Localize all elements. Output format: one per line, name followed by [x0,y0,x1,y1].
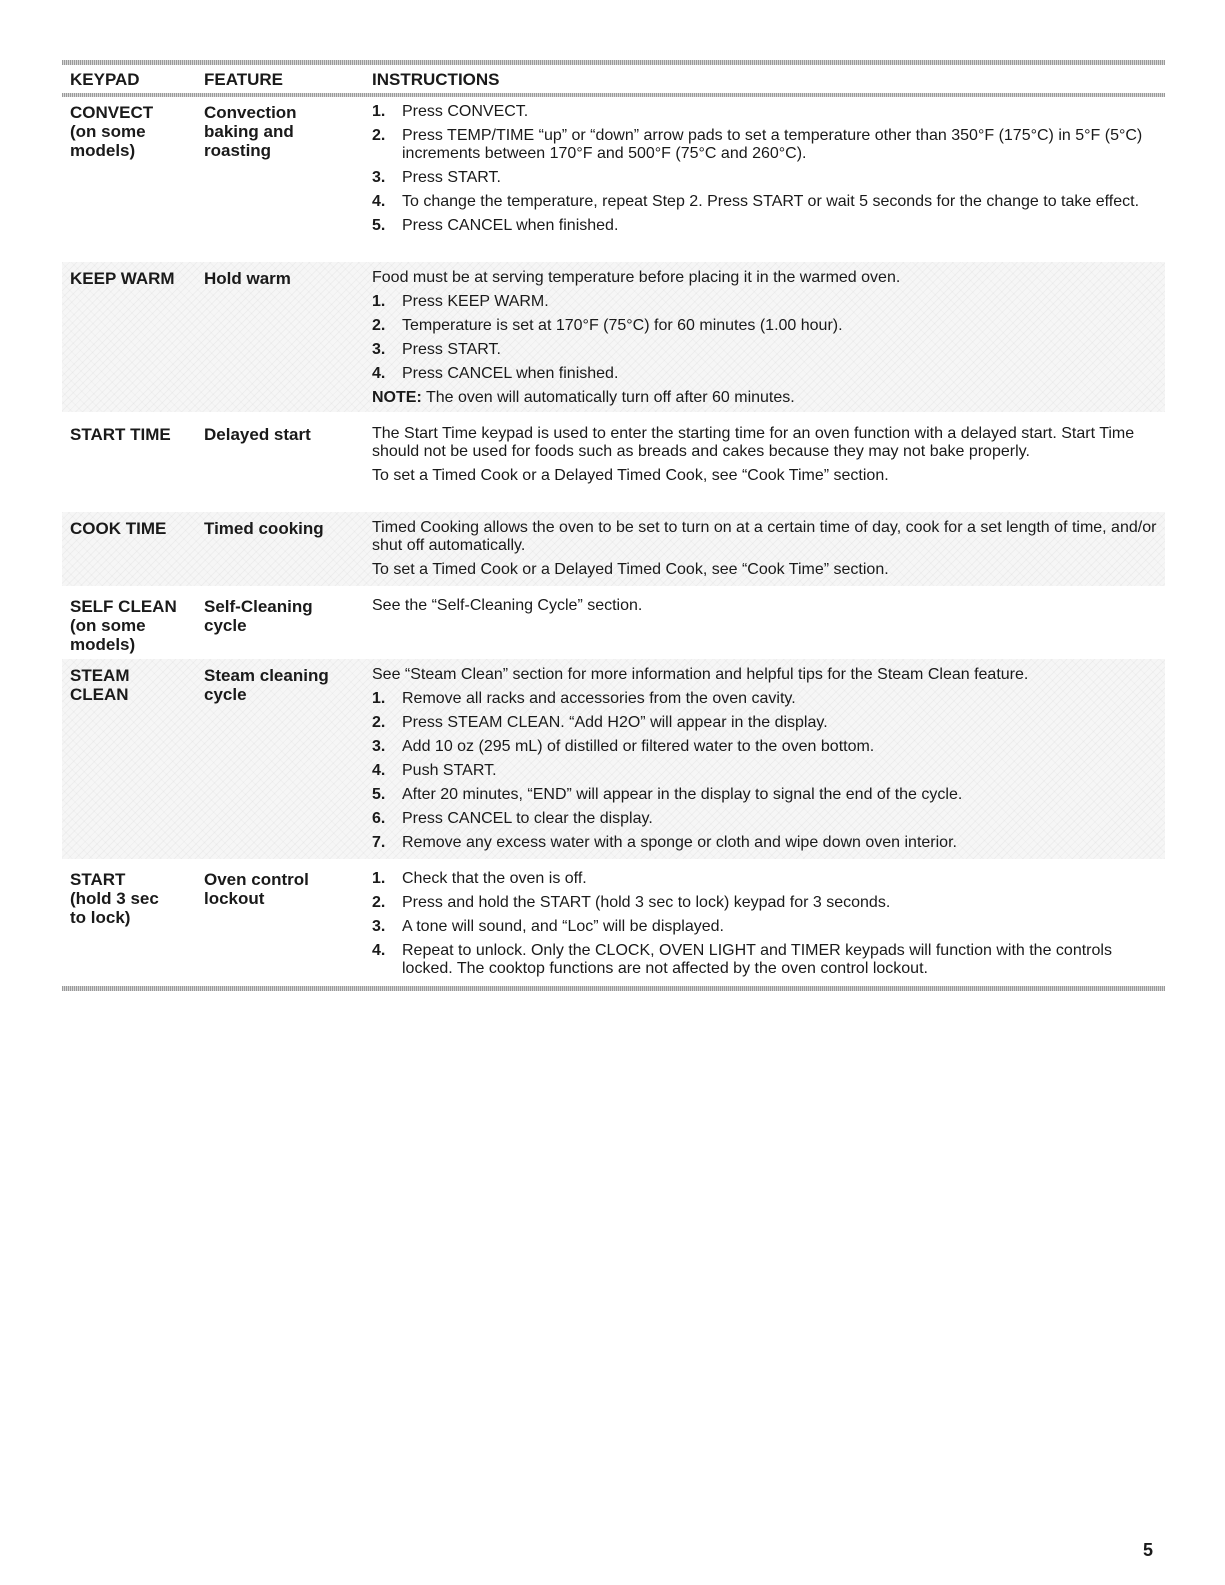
bottom-rule [62,986,1165,991]
feature-label: Self-Cleaning cycle [204,597,313,635]
step: 1. Check that the oven is off. [372,870,587,887]
table-row-start-time [62,418,1165,510]
paragraph: See the “Self-Cleaning Cycle” section. [372,597,643,614]
instructions [372,519,1157,585]
table-row-steam-clean [62,659,1165,859]
step: 4. To change the temperature, repeat Step 2. Press START or wait 5 seconds for the change to take effect. [372,193,1140,210]
instructions [372,597,1157,621]
paragraph: To set a Timed Cook or a Delayed Timed Cook, see “Cook Time” section. [372,467,889,484]
step: 4. Press CANCEL when finished. [372,365,619,382]
table-row-self-clean [62,590,1165,656]
keypad-label: SELF CLEAN (on some models) [70,597,177,654]
keypad-label: START TIME [70,425,171,444]
step: 2. Press STEAM CLEAN. “Add H2O” will appear in the display. [372,714,828,731]
header-instructions: INSTRUCTIONS [372,70,500,89]
keypad-label: STEAM CLEAN [70,666,130,704]
step: 5. Press CANCEL when finished. [372,217,619,234]
feature-label: Hold warm [204,269,291,288]
top-rule [62,60,1165,65]
paragraph: To set a Timed Cook or a Delayed Timed Cook, see “Cook Time” section. [372,561,889,578]
step: 4. Push START. [372,762,497,779]
keypad-label: START (hold 3 sec to lock) [70,870,159,927]
step: 2. Press TEMP/TIME “up” or “down” arrow pads to set a temperature other than 350°F (175°C) in 5°F (5°C) increments between 170°F and 500°F (75°C and 260°C). [372,127,1143,162]
instructions [372,103,1157,241]
step: 1. Press CONVECT. [372,103,529,120]
table-row-convect [62,96,1165,260]
table-row-start-lock [62,863,1165,983]
header-feature: FEATURE [204,70,284,89]
step: 3. Add 10 oz (295 mL) of distilled or filtered water to the oven bottom. [372,738,875,755]
step: 2. Temperature is set at 170°F (75°C) for 60 minutes (1.00 hour). [372,317,843,334]
keypad-label: CONVECT (on some models) [70,103,154,160]
instructions [372,666,1157,858]
step: 3. A tone will sound, and “Loc” will be displayed. [372,918,724,935]
page-number: 5 [1142,1540,1153,1560]
keypad-label: KEEP WARM [70,269,175,288]
step: 1. Press KEEP WARM. [372,293,549,310]
table-row-keep-warm [62,262,1165,412]
step: 3. Press START. [372,341,501,358]
feature-label: Steam cleaning cycle [204,666,329,704]
step: 2. Press and hold the START (hold 3 sec to lock) keypad for 3 seconds. [372,894,891,911]
table-row-cook-time [62,512,1165,586]
feature-label: Delayed start [204,425,311,444]
step: 4. Repeat to unlock. Only the CLOCK, OVEN LIGHT and TIMER keypads will function with the controls locked. The cooktop functions are not affected by the oven control lockout. [372,942,1112,977]
instructions [372,870,1157,984]
step: 5. After 20 minutes, “END” will appear in the display to signal the end of the cycle. [372,786,963,803]
feature-label: Oven control lockout [204,870,309,908]
step: 7. Remove any excess water with a sponge or cloth and wipe down oven interior. [372,834,957,851]
instructions [372,425,1157,491]
feature-label: Convection baking and roasting [204,103,297,160]
instructions [372,269,1157,413]
note-text: NOTE: The oven will automatically turn off after 60 minutes. [372,389,795,406]
feature-label: Timed cooking [204,519,324,538]
paragraph: Timed Cooking allows the oven to be set to turn on at a certain time of day, cook for a set length of time, and/or shut off automatically. [372,519,1157,554]
header-keypad: KEYPAD [70,70,140,89]
intro-text: Food must be at serving temperature before placing it in the warmed oven. [372,269,901,286]
step: 6. Press CANCEL to clear the display. [372,810,653,827]
paragraph: The Start Time keypad is used to enter the starting time for an oven function with a delayed start. Start Time should not be used for foods such as breads and cakes because they may not bake properly. [372,425,1135,460]
step: 1. Remove all racks and accessories from the oven cavity. [372,690,796,707]
keypad-label: COOK TIME [70,519,167,538]
intro-text: See “Steam Clean” section for more information and helpful tips for the Steam Clean feature. [372,666,1029,683]
step: 3. Press START. [372,169,501,186]
